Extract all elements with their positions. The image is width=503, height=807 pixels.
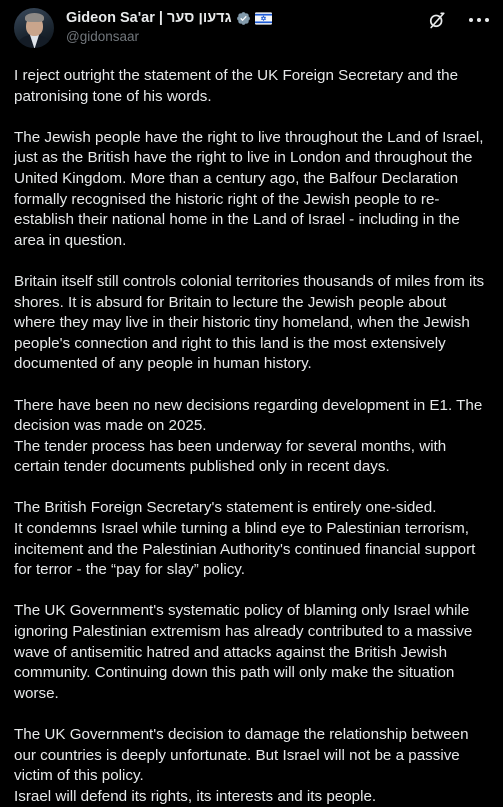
post-paragraph-2: The Jewish people have the right to live throughout the Land of Israel, just as the British have the right to live in London and throughout the United Kingdom. More than a century ago, the Balfour Declaration formally recognised the historic right of the Jewish people to re-establish their national home in the Land of Israel - including in the area in question.	[14, 128, 484, 249]
post-header	[14, 8, 489, 54]
author-display-name[interactable]: Gideon Sa'ar | גדעון סער	[66, 10, 232, 26]
avatar[interactable]	[14, 8, 54, 48]
post-paragraph-7: The UK Government's decision to damage the relationship between our countries is deeply unfortunate. But Israel will not be a passive victim of this policy. Israel will defend its rights, its interests and its people.	[14, 726, 469, 805]
post-paragraph-1: I reject outright the statement of the UK Foreign Secretary and the patronising tone of his words.	[14, 67, 459, 105]
post-text	[14, 66, 489, 807]
verified-badge-icon[interactable]	[236, 11, 251, 26]
author-meta	[66, 8, 489, 44]
grok-icon[interactable]	[427, 10, 447, 30]
post-paragraph-3: Britain itself still controls colonial territories thousands of miles from its shores. It is absurd for Britain to lecture the Jewish people about where they may live in their historic tiny homeland, when the Jewish people's connection and right to this land is the most extensively documented of any people in human history.	[14, 272, 485, 373]
author-handle[interactable]: @gidonsaar	[66, 29, 139, 44]
post-paragraph-4: There have been no new decisions regarding development in E1. The decision was made on 2025. The tender process has been underway for several months, with certain tender documents published only in recent days.	[14, 396, 483, 476]
israel-flag-icon	[255, 12, 272, 25]
author-name-row	[66, 9, 489, 27]
post-paragraph-6: The UK Government's systematic policy of blaming only Israel while ignoring Palestinian extremism has already contributed to a massive wave of antisemitic hatred and attacks against the British Jewish community. Continuing down this path will only make the situation worse.	[14, 602, 473, 702]
post-paragraph-5: The British Foreign Secretary's statement is entirely one-sided. It condemns Israel while turning a blind eye to Palestinian terrorism, incitement and the Palestinian Authority's continued financial support for terror - the “pay for slay” policy.	[14, 499, 476, 579]
more-options-icon[interactable]	[469, 10, 489, 30]
